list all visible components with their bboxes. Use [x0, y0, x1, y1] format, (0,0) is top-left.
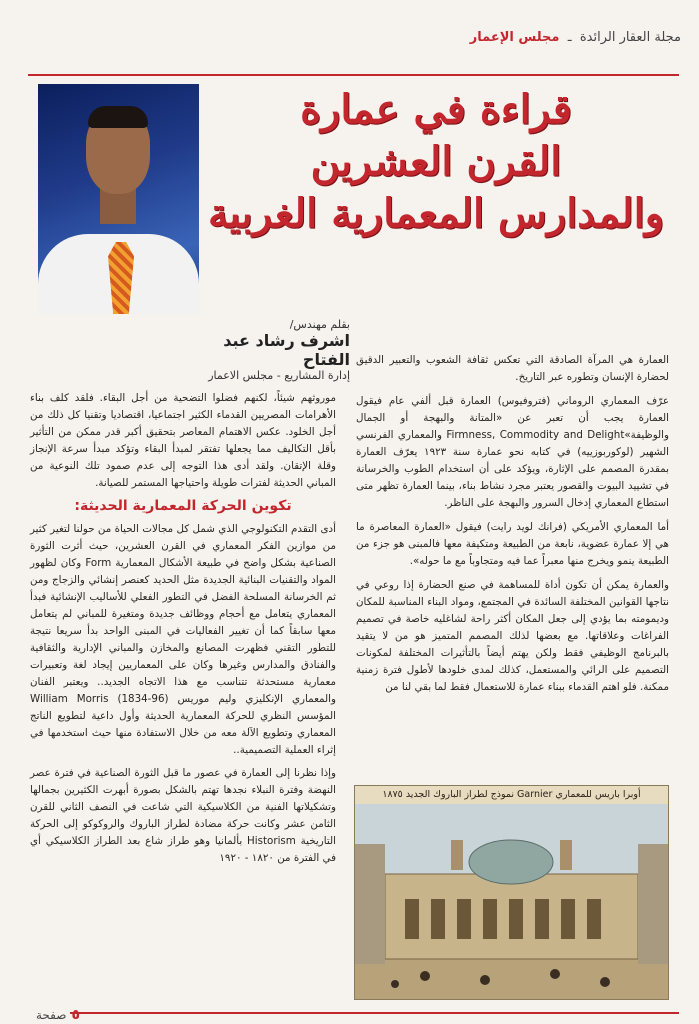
opera-figure — [354, 785, 669, 1000]
author-photo — [38, 84, 199, 314]
paragraph: أما المعماري الأمريكي (فرانك لويد رايت) فيقول «العمارة المعاصرة ما هي إلا عمارة عضوية، نابعة من الطبيعة ومتكيفة معها فالمبنى هو جزء من الطبيعة ينمو ويخرج منها معبراً عما فيه ومتجاوباً مع ما حوله». — [356, 521, 669, 567]
paragraph: عرّف المعماري الروماني (فتروفيوس) العمارة قبل ألفي عام فيقول العمارة يجب أن تعبر عن «المتانة والبهجة أو الجمال والوظيفة»Firmness, Commodity and Delight والمعماري الفرنسي الشهير (لوكوربوزييه) في كتابه نحو عمارة سنة ١٩٢٣ يعرّف العمارة بمقدرة المصمم على الإثارة، ويؤكد على أن استخدام الطوب والخرسانة في تشييد البيوت والقصور يعتبر مجرد نشاط بناء، بينما العمارة تظهر متى استطاع المعماري إدخال السرور والبهجة على الناظر. — [356, 395, 669, 509]
footer-rule — [70, 1012, 679, 1014]
page-label: صفحة — [36, 1008, 67, 1022]
figure-caption: أوبرا باريس للمعماري Garnier نموذج لطراز الباروك الجديد ١٨٧٥ — [355, 786, 668, 804]
paragraph: والعمارة يمكن أن تكون أداة للمساهمة في صنع الحضارة إذا روعي في نتاجها القوانين المختلفة السائدة في المجتمع، ومواد البناء المناسبة للمكان وديمومته بما يؤدي إلى جعل المكان أكثر راحة لشاغليه خاصة في تصميم الفراغات وعلاقاتها. مع بعضها لذلك المصمم المتميز هو من لا يتقيد بالبرنامج الوظيفي فقط ولكن يهتم أيضاً بالتأثيرات المختلفة لمكونات التصميم على الرائي والمستعمل، كذلك لمدى خلودها لأطول فترة زمنية ممكنة. فلو اهتم القدماء ببناء عمارة للاستعمال فقط لما بقي لنا من — [356, 579, 669, 693]
paragraph: وإذا نظرنا إلى العمارة في عصور ما قبل الثورة الصناعية في فترة عصر النهضة وفترة النبلاء نجدها تهتم بالشكل بصورة أبهرت الكثيرين بجمالها وتشكيلاتها الفنية من الكلاسيكية التي شاعت في النصف الثاني للقرن الثامن عشر وكانت حركة مضادة لطراز الباروك والروكوكو إلى الحركة التاريخية Historism بألمانيا وهو طراز شاع بعد الطراز الكلاسيكي أي في الفترة من ١٨٢٠ - ١٩٢٠ — [30, 767, 336, 864]
title-line-2: القرن العشرين — [310, 138, 562, 185]
article-title — [201, 84, 671, 240]
left-column — [30, 390, 336, 873]
page-header: مجلة العقار الرائدة ـ مجلس الإعمار — [0, 22, 699, 74]
section-title: مجلس الإعمار — [469, 30, 560, 45]
paragraph: موروثهم شيئاً، لكنهم فضلوا التضحية من أجل البقاء. فلقد كلف بناء الأهرامات المصريين القدماء الكثير اجتماعيا، اقتصاديا وتقنيا كل ذلك من أجل الخلود. عكس الاهتمام المعاصر بتحقيق أكبر قدر ممكن من التأثير بأقل التكاليف مما يجعلها تفتقر لمبدأ البقاء وتؤكد مبدأ سرعة الإنجاز وقلة الإتقان. ولقد أدى هذا التوجه إلى عدم صمود تلك النوعية من المباني الحديثة لفترات طويلة واحتياجها المستمر للصيانة. — [30, 392, 336, 489]
title-line-1: قراءة في عمارة — [300, 86, 572, 133]
page-footer — [28, 1004, 80, 1023]
author-name: اشرف رشاد عبد الفتاح — [223, 331, 350, 369]
paragraph: أدى التقدم التكنولوجي الذي شمل كل مجالات الحياة من حولنا لتغير كثير من موازين الفكر المعماري في القرن العشرين، حيث أثرت الثورة الصناعية بشكل واضح في طبيعة الأشكال المعمارية Form وكان لظهور المواد والتقنيات البنائية الجديدة مثل الحديد كعنصر إنشائي والزجاج ومن ثم الخرسانة المسلحة الفضل في التطور الفعلي للأساليب الإنشائية فبدأ المعماري يتعامل مع أحجام ووظائف جديدة ومتغيرة للمباني لم يتعامل معها سابقاً كما أن تغيير الفعاليات في المبنى الواحد بدأ سريعا نتيجة للتطور التقني فظهرت المصانع والمخازن والمباني الإدارية والثقافية والفنادق والمدارس وغيرها وكان على المعماريين إيجاد لغة وتعبيرات معمارية مستحدثة تتناسب مع هذا الاتجاه الجديد.. ويعتبر الفنان والمعماري الإنكليزي وليم موريس William Morris (1834-96) المؤسس النظري للحركة المعمارية الحديثة وأول داعية لتطويع الناتج المعماري وتطويع الآلة معه من خلال الاستفادة منها حيث استخدمها في إثراء العملية التصميمية.. — [30, 523, 336, 756]
page-number: ٥ — [71, 1007, 81, 1023]
byline — [200, 318, 350, 382]
header-rule — [28, 74, 679, 76]
paragraph: العمارة هي المرآة الصادقة التي تعكس ثقافة الشعوب والتعبير الدقيق لحضارة الإنسان وتطوره عبر التاريخ. — [356, 354, 669, 383]
author-role: إدارة المشاريع - مجلس الاعمار — [208, 369, 350, 382]
magazine-title: مجلة العقار الرائدة — [579, 30, 681, 45]
byline-prefix: بقلم مهندس/ — [289, 318, 350, 331]
title-line-3: والمدارس المعمارية الغربية — [207, 190, 665, 237]
right-column — [356, 352, 669, 703]
section-subheading: تكوين الحركة المعمارية الحديثة: — [74, 498, 292, 514]
paris-opera-illustration — [355, 804, 668, 999]
